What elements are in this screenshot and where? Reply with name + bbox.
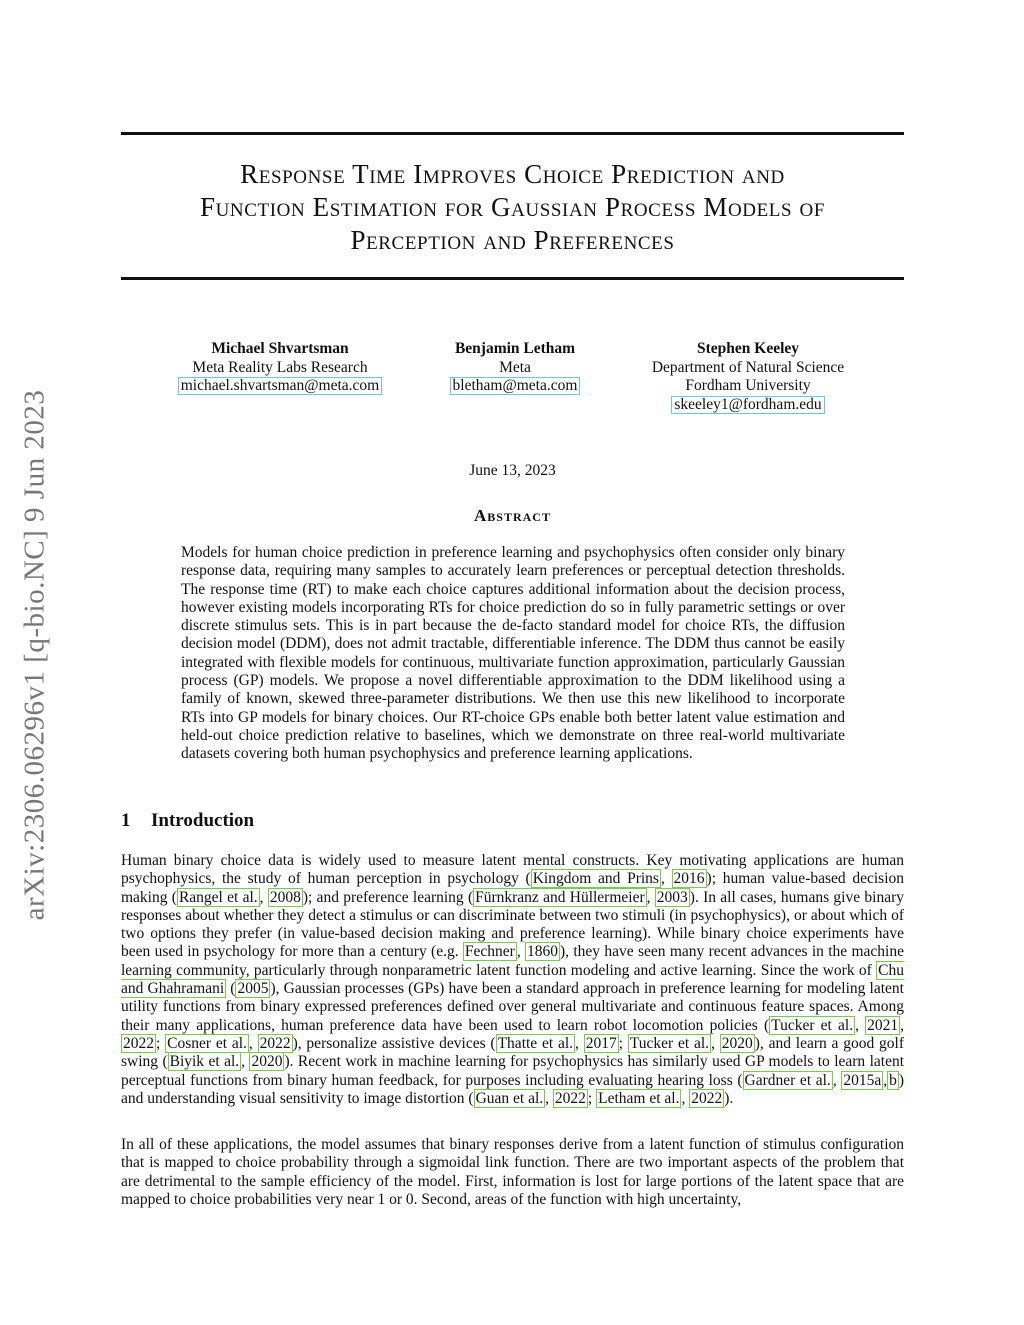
text-run: Human binary choice data is widely used to measure latent mental constructs. Key motivating applications are human psychophysics, the study of human perception in psychology ( <box>121 852 904 888</box>
author-email-link[interactable]: skeeley1@fordham.edu <box>671 396 824 414</box>
citation-link[interactable]: 2022 <box>554 1089 586 1107</box>
section-heading <box>121 810 254 832</box>
title-top-rule <box>121 132 904 135</box>
text-run: , <box>545 1089 553 1107</box>
author-email-link[interactable]: michael.shvartsman@meta.com <box>178 377 383 395</box>
citation-link[interactable]: 2020 <box>721 1034 753 1052</box>
author-email-link[interactable]: bletham@meta.com <box>450 377 581 395</box>
citation-link[interactable]: 1860 <box>527 943 559 961</box>
citation-link[interactable]: 2015a <box>843 1071 882 1089</box>
citation-link[interactable]: Thatte et al. <box>497 1034 574 1052</box>
citation-link[interactable]: Cosner et al. <box>167 1034 247 1052</box>
title-bottom-rule <box>121 277 904 280</box>
abstract-heading: Abstract <box>474 506 551 525</box>
citation-link[interactable]: Chu and Ghahramani <box>121 961 904 998</box>
title-line-3: Perception and Preferences <box>350 225 675 255</box>
citation-link[interactable]: Rangel et al. <box>178 888 258 906</box>
citation-link[interactable]: 2020 <box>251 1053 283 1071</box>
text-run: , <box>646 888 655 906</box>
text-run: , <box>681 1089 690 1107</box>
citation-link[interactable]: Fürnkranz and Hüllermeier <box>475 888 645 906</box>
author-affiliation: Department of Natural Science <box>651 358 845 376</box>
citation-link[interactable]: Kingdom and Prins <box>532 870 659 888</box>
text-run: ), Gaussian processes (GPs) have been a standard approach in preference learning for modeling latent utility functions from binary expressed preferences defined over general multivariate and continuous feature spaces. Among their many applications, human preference data have been used to learn robot locomotion policies ( <box>121 980 904 1034</box>
arxiv-identifier <box>0 350 70 960</box>
author-name: Stephen Keeley <box>696 340 800 357</box>
text-run: , <box>516 943 526 961</box>
text-run: ); and preference learning ( <box>302 888 474 906</box>
paper-date: June 13, 2023 <box>469 462 556 479</box>
title-line-2: Function Estimation for Gaussian Process Models of <box>199 192 826 222</box>
author-block-2 <box>425 340 605 396</box>
author-affiliation-2: Fordham University <box>685 377 811 394</box>
author-block-3 <box>630 340 866 414</box>
intro-paragraph-1 <box>121 852 904 1108</box>
author-block-1 <box>161 340 399 396</box>
intro-paragraph-2: In all of these applications, the model assumes that binary responses derive from a latent function of stimulus configuration that is mapped to choice probability through a sigmoidal link function. There are two important aspects of the problem that are detrimental to the sample efficiency of the model. First, information is lost for large portions of the latent space that are mapped to choice probabilities very near 1 or 0. Second, areas of the function with high uncertainty, <box>121 1136 904 1208</box>
text-run: ) and understanding visual sensitivity to image distortion ( <box>121 1071 905 1107</box>
text-run: , <box>855 1016 866 1034</box>
text-run: , <box>241 1053 250 1071</box>
citation-link[interactable]: Tucker et al. <box>771 1016 854 1034</box>
citation-link[interactable]: Tucker et al. <box>629 1034 710 1052</box>
text-run: ; <box>587 1089 597 1107</box>
title-line-1: Response Time Improves Choice Prediction and <box>240 159 785 189</box>
text-run: ), and learn a good golf swing ( <box>121 1034 905 1071</box>
citation-link[interactable]: 2016 <box>673 870 705 888</box>
citation-link[interactable]: b <box>889 1071 897 1089</box>
author-name: Benjamin Letham <box>454 340 576 357</box>
author-affiliation: Meta <box>499 358 531 376</box>
citation-link[interactable]: Gardner et al. <box>744 1071 831 1089</box>
arxiv-identifier-text: arXiv:2306.06296v1 [q-bio.NC] 9 Jun 2023 <box>18 389 51 921</box>
citation-link[interactable]: 2021 <box>867 1016 899 1034</box>
citation-link[interactable]: Letham et al. <box>598 1089 680 1107</box>
paper-title <box>121 158 904 257</box>
text-run: , <box>883 1071 888 1089</box>
text-run: ( <box>226 980 236 998</box>
citation-link[interactable]: 2017 <box>585 1034 617 1052</box>
text-run: , <box>711 1034 720 1052</box>
citation-link[interactable]: 2008 <box>269 888 301 906</box>
citation-link[interactable]: Guan et al. <box>475 1089 544 1107</box>
citation-link[interactable]: 2022 <box>123 1034 154 1052</box>
text-run: , <box>259 888 268 906</box>
text-run: ); human value-based decision making ( <box>121 870 905 906</box>
citation-link[interactable]: 2003 <box>656 888 688 906</box>
citation-link[interactable]: 2005 <box>237 980 269 998</box>
text-run: ), personalize assistive devices ( <box>292 1034 496 1052</box>
citation-link[interactable]: Biyik et al. <box>169 1053 240 1071</box>
text-run: , <box>575 1034 584 1052</box>
section-number: 1 <box>121 810 131 831</box>
text-run: , <box>900 1016 905 1034</box>
text-run: ; <box>618 1034 628 1052</box>
author-name: Michael Shvartsman <box>211 340 349 357</box>
citation-link[interactable]: 2022 <box>691 1089 723 1107</box>
abstract-text: Models for human choice prediction in preference learning and psychophysics often consider only binary response data, requiring many samples to accurately learn preferences or perceptual detection thresholds. The response time (RT) to make each choice captures additional information about the decision process, however existing models incorporating RTs for choice prediction do so in fully parametric settings or over discrete stimulus sets. This is in part because the de-facto standard model for choice RTs, the diffusion decision model (DDM), does not admit tractable, differentiable inference. The DDM thus cannot be easily integrated with flexible models for continuous, multivariate function approximation, particularly Gaussian process (GP) models. We propose a novel differentiable approximation to the DDM likelihood using a family of known, skewed three-parameter distributions. We then use this new likelihood to incorporate RTs into GP models for binary choices. Our RT-choice GPs enable both better latent value estimation and held-out choice prediction relative to baselines, which we demonstrate on three real-world multivariate datasets covering both human psychophysics and preference learning applications. <box>181 544 845 763</box>
text-run: ). <box>724 1089 734 1107</box>
text-run: , <box>660 870 672 888</box>
text-run: ; <box>156 1034 166 1052</box>
text-run: ). In all cases, humans give binary responses about whether they detect a stimulus or can discriminate between two stimuli (in psychophysics), or about which of two options they prefer (in value-based decision making and preference learning). While binary choice experiments have been used in psychology for more than a century (e.g. <box>121 888 904 961</box>
text-run: , <box>248 1034 258 1052</box>
citation-link[interactable]: Fechner <box>464 943 515 961</box>
text-run: ). Recent work in machine learning for psychophysics has similarly used GP models to learn latent perceptual functions from binary human feedback, for purposes including evaluating hearing loss ( <box>121 1053 905 1089</box>
text-run: ), they have seen many recent advances in the machine learning community, particularly through nonparametric latent function modeling and active learning. Since the work of <box>121 943 904 979</box>
author-affiliation: Meta Reality Labs Research <box>192 358 368 376</box>
citation-link[interactable]: 2022 <box>259 1034 291 1052</box>
text-run: , <box>832 1071 842 1089</box>
section-title: Introduction <box>151 810 255 831</box>
